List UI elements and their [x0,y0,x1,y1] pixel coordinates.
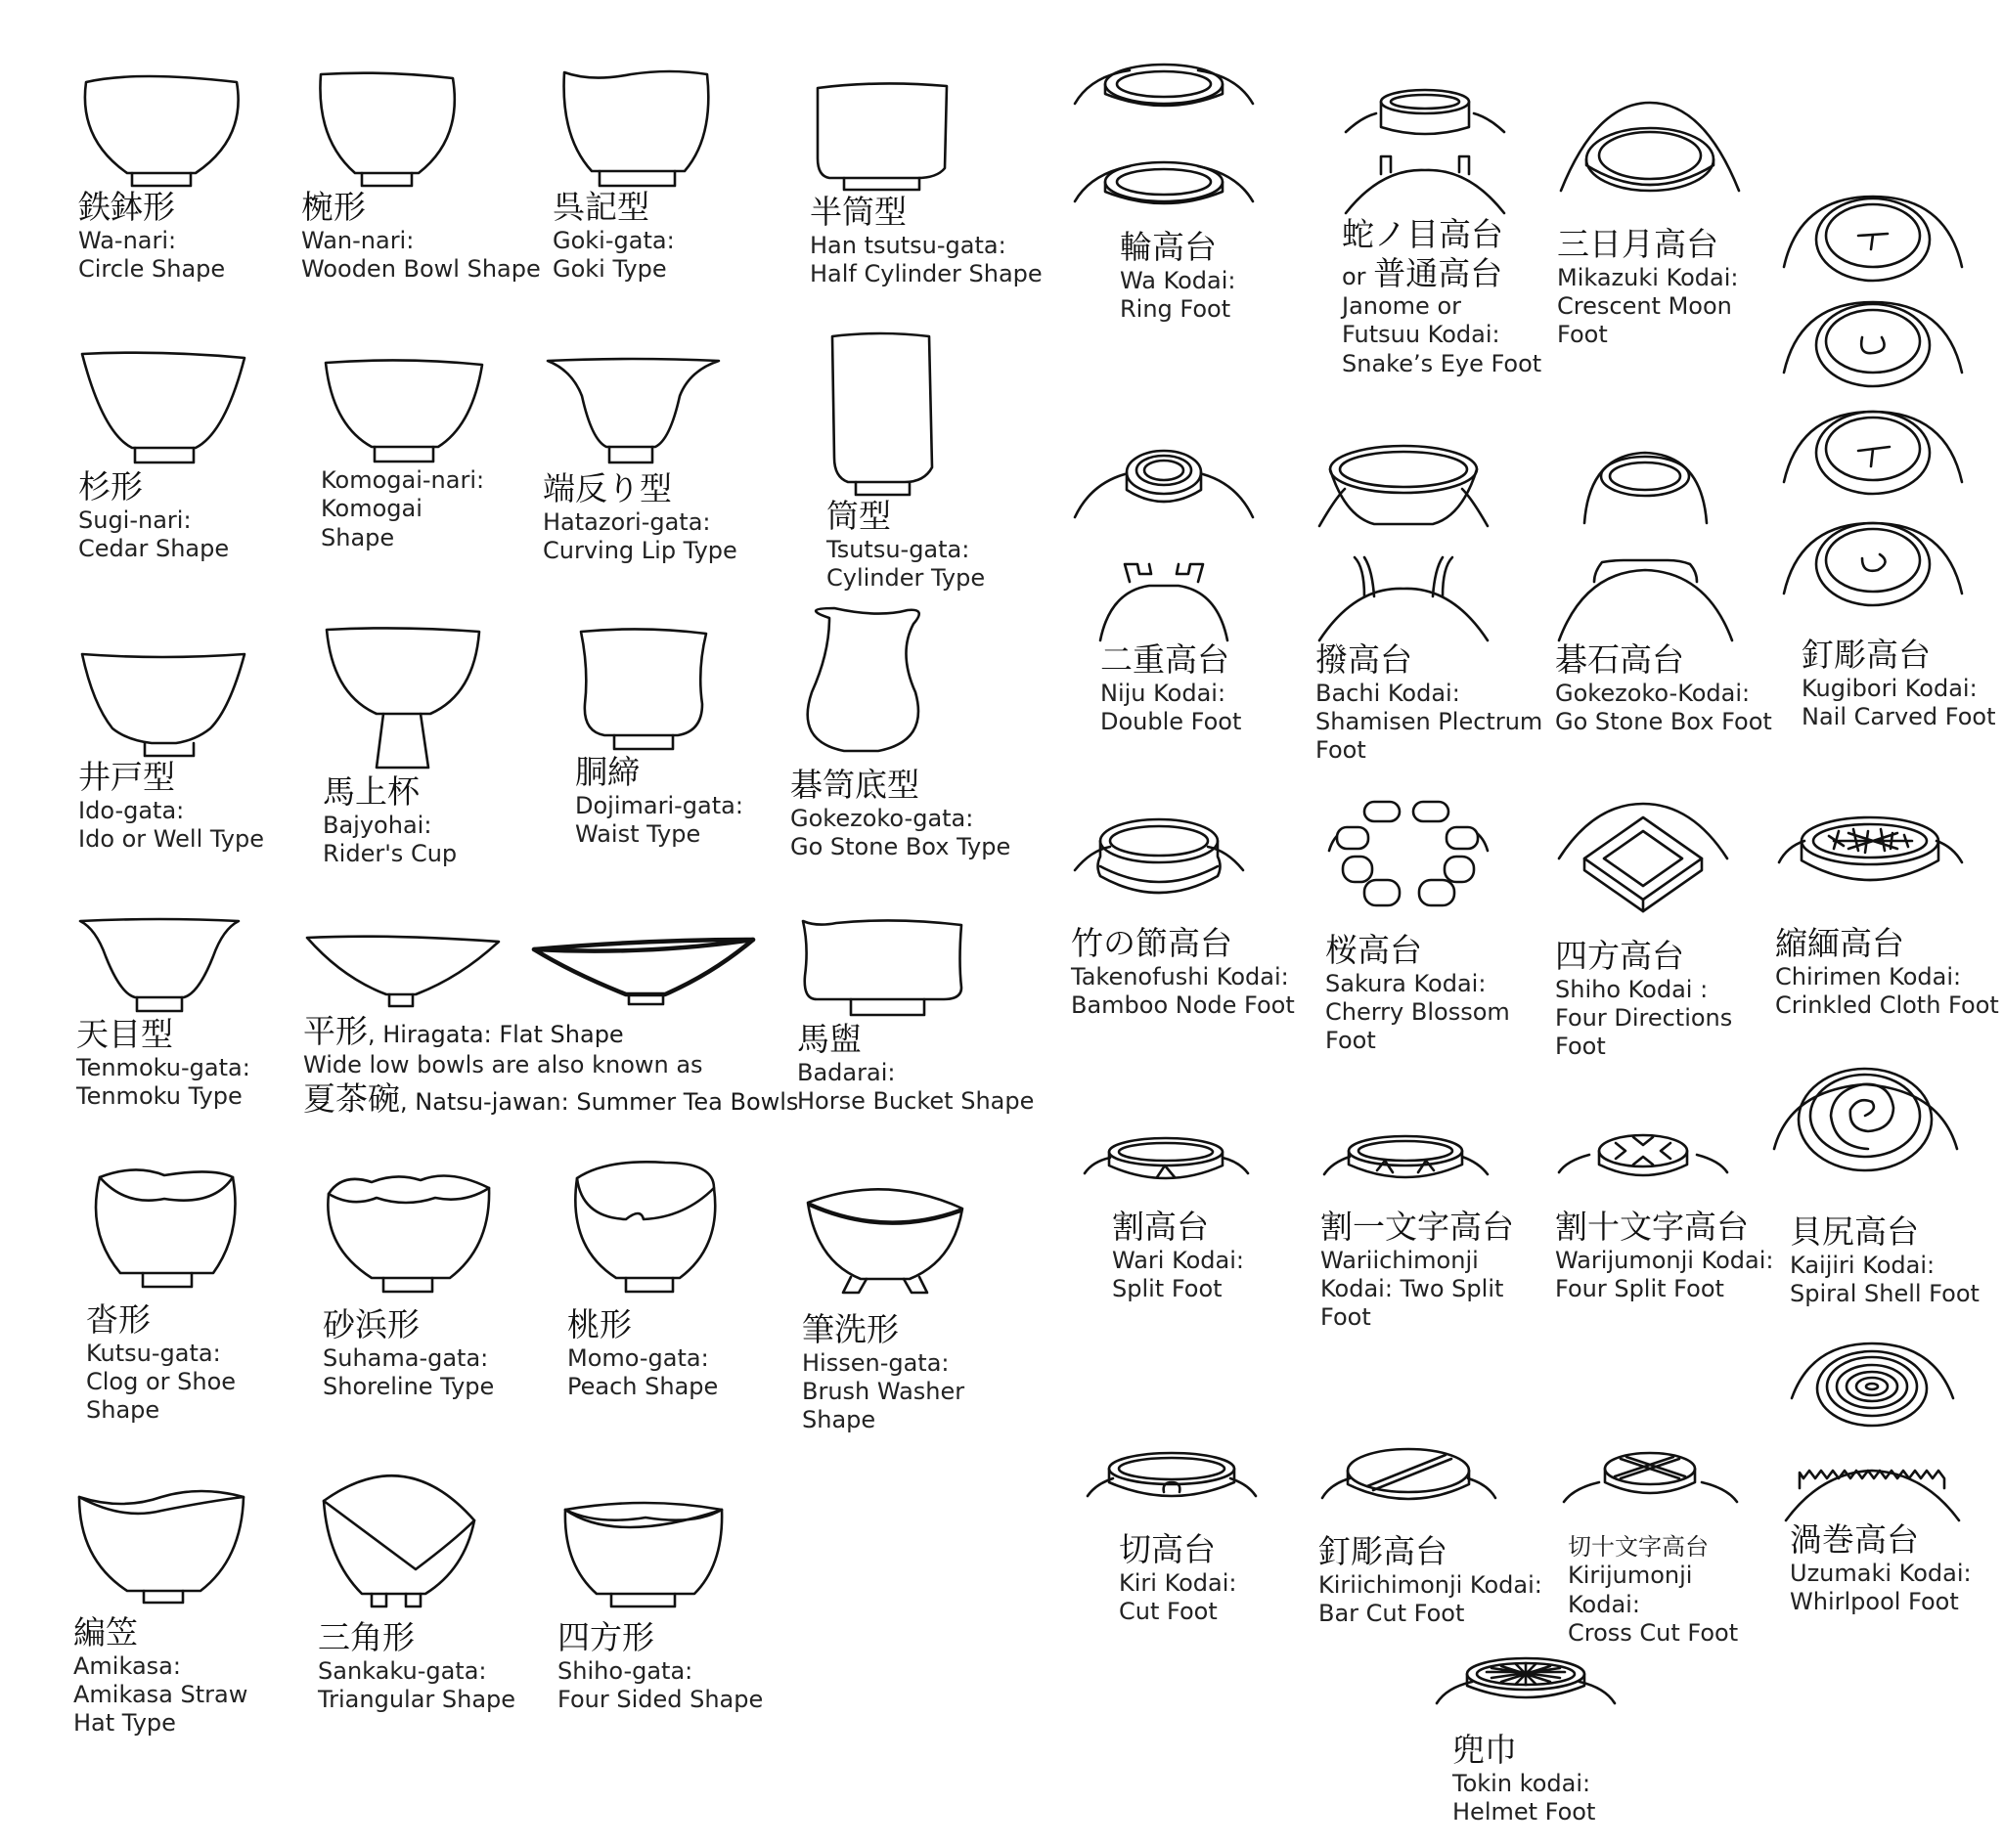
bowl-hatazori-en1: Hatazori-gata: [543,507,711,536]
foot-uzumaki [1782,1340,1972,1616]
bowl-amikasa-en1: Amikasa: [73,1651,181,1680]
foot-kiriichi-en1: Kiriichimonji Kodai: [1318,1570,1542,1599]
foot-takenofushi-en1: Takenofushi Kodai: [1071,962,1289,990]
bowl-wannari-en1: Wan-nari: [301,226,415,254]
bowl-dojimari-en2: Waist Type [575,819,701,848]
foot-shiho-jp: 四方高台 [1555,937,1684,975]
bowl-wannari-en2: Wooden Bowl Shape [301,254,541,283]
bowl-wanari-en2: Circle Shape [78,254,226,283]
bowl-wanari [78,70,245,284]
bowl-bajyohai [323,626,484,868]
bowl-hissen-drawing [802,1183,968,1310]
bowl-shiho-drawing [557,1496,729,1618]
bowl-amikasa-en3: Hat Type [73,1709,176,1738]
bowl-momo-en2: Peach Shape [567,1372,719,1400]
foot-shiho-en1: Shiho Kodai : [1555,975,1709,1003]
foot-kirijumonji-en2: Kodai: [1568,1590,1640,1618]
bowl-hantsutsu-en2: Half Cylinder Shape [810,259,1043,287]
bowl-sugi-en2: Cedar Shape [78,534,230,562]
bowl-komogai-en2: Komogai [321,495,423,523]
bowl-kutsu-en2: Clog or Shoe [86,1367,237,1395]
foot-wariichi-jp: 割一文字高台 [1320,1208,1514,1246]
bowl-amikasa-drawing [73,1481,249,1613]
foot-mikazuki-drawing [1557,93,1743,225]
foot-bachi-en2: Shamisen Plectrum [1315,707,1543,735]
foot-sakura [1325,794,1510,1055]
bowl-tenmoku-jp: 天目型 [76,1015,173,1053]
bowl-goki-drawing [553,68,719,188]
foot-tokin-en2: Helmet Foot [1452,1797,1596,1826]
bowl-hiragata [303,934,798,1118]
foot-kaijiri-en2: Spiral Shell Foot [1790,1279,1980,1307]
foot-kirijumonji-drawing [1560,1445,1741,1533]
bowl-tsutsu-en1: Tsutsu-gata: [826,535,970,563]
bowl-ido-drawing [78,650,249,758]
bowl-gokezoko [790,604,1010,861]
bowl-bajyohai-en1: Bajyohai: [323,811,432,839]
bowl-wanari-jp: 鉄鉢形 [78,188,175,226]
foot-tokin [1433,1652,1619,1826]
foot-kirijumonji [1560,1445,1741,1648]
foot-kugibori-jp: 釘彫高台 [1802,636,1931,674]
bowl-tenmoku-en1: Tenmoku-gata: [76,1053,250,1081]
bowl-goki-en1: Goki-gata: [553,226,675,254]
foot-chirimen-en1: Chirimen Kodai: [1775,962,1962,990]
foot-kugibori [1780,191,1996,731]
foot-niju-jp: 二重高台 [1100,640,1229,679]
foot-wa-en2: Ring Foot [1120,294,1231,323]
foot-warijumonji-jp: 割十文字高台 [1555,1208,1749,1246]
foot-kiri-drawing [1084,1447,1260,1530]
bowl-sankaku-drawing [318,1462,484,1618]
foot-kiri-en2: Cut Foot [1119,1597,1218,1625]
foot-wariichi-en1: Wariichimonji [1320,1246,1479,1274]
bowl-ido-en1: Ido-gata: [78,796,185,824]
foot-warijumonji-drawing [1555,1129,1731,1208]
bowl-hatazori [543,357,737,565]
bowl-sugi [78,350,249,563]
foot-janome-jp2: 普通高台 [1373,253,1503,292]
bowl-momo-drawing [567,1159,724,1305]
bowl-tenmoku-en2: Tenmoku Type [76,1081,243,1110]
bowl-badarai [797,917,1034,1116]
foot-kaijiri [1770,1061,1980,1308]
foot-chirimen-en2: Crinkled Cloth Foot [1775,990,1999,1019]
bowl-momo-jp: 桃形 [567,1305,632,1343]
foot-janome-en2: Futsuu Kodai: [1342,321,1500,349]
bowl-hantsutsu-en1: Han tsutsu-gata: [810,231,1006,259]
bowl-tenmoku [76,917,250,1111]
foot-mikazuki-en1: Mikazuki Kodai: [1557,263,1739,291]
foot-kiri-jp: 切高台 [1119,1530,1216,1568]
bowl-hiragata-jp: 平形 [303,1012,368,1050]
bowl-shiho-en1: Shiho-gata: [557,1656,693,1685]
foot-shiho-drawing [1555,800,1731,937]
bowl-kutsu-jp: 沓形 [86,1300,151,1339]
foot-bachi [1315,440,1542,765]
bowl-goki-en2: Goki Type [553,254,667,283]
foot-wa [1071,57,1257,324]
bowl-goki-jp: 呉記型 [553,188,649,226]
foot-niju-en2: Double Foot [1100,707,1242,735]
foot-kugibori-drawing [1780,191,1966,636]
bowl-sugi-jp: 杉形 [78,467,143,506]
foot-wari-jp: 割高台 [1112,1208,1209,1246]
bowl-kutsu [86,1164,243,1425]
bowl-sankaku-en1: Sankaku-gata: [318,1656,487,1685]
bowl-gokezoko-en1: Gokezoko-gata: [790,804,974,832]
foot-chirimen [1775,812,1999,1020]
bowl-wannari-drawing [301,70,467,188]
foot-uzumaki-en1: Uzumaki Kodai: [1790,1559,1972,1587]
bowl-komogai-drawing [321,357,487,466]
bowl-bajyohai-jp: 馬上杯 [323,772,420,811]
bowl-wannari-jp: 椀形 [301,188,366,226]
foot-kiriichi [1318,1439,1542,1628]
bowl-hatazori-drawing [543,357,724,469]
bowl-ido-en2: Ido or Well Type [78,824,264,853]
foot-janome-drawing [1342,88,1508,215]
foot-sakura-en3: Foot [1325,1027,1376,1055]
bowl-dojimari-en1: Dojimari-gata: [575,791,743,819]
bowl-amikasa [73,1481,249,1738]
bowl-kutsu-drawing [86,1164,243,1300]
foot-kugibori-en2: Nail Carved Foot [1802,702,1996,730]
bowl-hissen [802,1183,968,1434]
bowl-hiragata-inline: , Hiragata: Flat Shape [368,1021,624,1048]
foot-janome-en3: Snake’s Eye Foot [1342,349,1542,377]
foot-uzumaki-en2: Whirlpool Foot [1790,1587,1959,1615]
bowl-bajyohai-en2: Rider's Cup [323,839,458,867]
bowl-suhama-en2: Shoreline Type [323,1372,495,1400]
bowl-goki [553,68,719,284]
foot-wari-en1: Wari Kodai: [1112,1246,1244,1274]
foot-gokezoko-en1: Gokezoko-Kodai: [1555,679,1751,707]
bowl-tenmoku-drawing [76,917,243,1015]
foot-kaijiri-drawing [1770,1061,1961,1212]
bowl-suhama-drawing [323,1168,494,1305]
foot-gokezoko-en2: Go Stone Box Foot [1555,707,1772,735]
foot-warijumonji-en2: Four Split Foot [1555,1274,1724,1302]
foot-kirijumonji-en3: Cross Cut Foot [1568,1618,1739,1647]
bowl-sugi-en1: Sugi-nari: [78,506,192,534]
bowl-ido-jp: 井戸型 [78,758,175,796]
foot-sakura-jp: 桜高台 [1325,931,1422,969]
bowl-sankaku-en2: Triangular Shape [318,1685,516,1713]
bowl-hissen-en1: Hissen-gata: [802,1348,950,1377]
bowl-shiho [557,1496,763,1714]
foot-wariichi-en3: Foot [1320,1303,1371,1332]
bowl-wannari [301,70,541,284]
foot-mikazuki-jp: 三日月高台 [1557,225,1718,263]
foot-niju-en1: Niju Kodai: [1100,679,1226,707]
foot-takenofushi-jp: 竹の節高台 [1071,924,1232,962]
foot-gokezoko-drawing [1555,445,1736,640]
bowl-gokezoko-jp: 碁笥底型 [790,766,919,804]
bowl-tsutsu-en2: Cylinder Type [826,563,986,592]
bowl-hissen-en2: Brush Washer [802,1377,965,1405]
foot-chirimen-drawing [1775,812,1966,924]
foot-wa-drawing [1071,57,1257,228]
bowl-tsutsu [826,330,985,593]
bowl-wanari-en1: Wa-nari: [78,226,177,254]
foot-warijumonji [1555,1129,1773,1303]
foot-bachi-drawing [1315,440,1491,640]
bowl-momo [567,1159,724,1401]
bowl-hantsutsu-jp: 半筒型 [810,193,907,231]
foot-uzumaki-drawing [1782,1340,1963,1520]
foot-bachi-jp: 撥高台 [1315,640,1412,679]
bowl-kutsu-en3: Shape [86,1396,160,1425]
bowl-badarai-en2: Horse Bucket Shape [797,1086,1035,1115]
foot-takenofushi-en2: Bamboo Node Foot [1071,990,1295,1019]
foot-mikazuki-en3: Foot [1557,321,1608,349]
bowl-shiho-en2: Four Sided Shape [557,1685,764,1713]
foot-shiho-en2: Four Directions [1555,1003,1733,1032]
foot-sakura-en2: Cherry Blossom [1325,997,1510,1026]
bowl-suhama-jp: 砂浜形 [323,1305,420,1343]
bowl-hiragata-drawing [303,934,782,1012]
foot-uzumaki-jp: 渦巻高台 [1790,1520,1919,1559]
bowl-komogai-en1: Komogai-nari: [321,466,485,494]
bowl-suhama [323,1168,494,1401]
foot-bachi-en1: Bachi Kodai: [1315,679,1460,707]
bowl-hiragata-jp2: 夏茶碗 [303,1078,400,1118]
foot-bachi-en3: Foot [1315,736,1366,765]
bowl-sankaku-jp: 三角形 [318,1618,415,1656]
foot-takenofushi-drawing [1071,812,1247,924]
bowl-gokezoko-drawing [790,604,937,766]
bowl-amikasa-en2: Amikasa Straw [73,1680,248,1708]
foot-mikazuki-en2: Crescent Moon [1557,291,1732,320]
foot-tokin-drawing [1433,1652,1619,1731]
bowl-hantsutsu-drawing [810,80,957,193]
foot-janome-or: or [1342,262,1374,290]
bowl-gokezoko-en2: Go Stone Box Type [790,832,1011,860]
bowl-kutsu-en1: Kutsu-gata: [86,1339,221,1367]
foot-kaijiri-jp: 貝尻高台 [1790,1212,1919,1251]
foot-takenofushi [1071,812,1295,1020]
foot-shiho [1555,800,1732,1061]
foot-wari-en2: Split Foot [1112,1274,1223,1302]
bowl-ido [78,650,264,854]
foot-kiriichi-jp: 釘彫高台 [1318,1532,1447,1570]
foot-gokezoko [1555,445,1772,736]
bowl-suhama-en1: Suhama-gata: [323,1343,489,1372]
foot-janome [1342,88,1541,378]
bowl-komogai [321,357,487,552]
foot-kirijumonji-en1: Kirijumonji [1568,1562,1693,1590]
bowl-hatazori-en2: Curving Lip Type [543,536,737,564]
foot-mikazuki [1557,93,1743,349]
bowl-badarai-en1: Badarai: [797,1058,896,1086]
bowl-wanari-drawing [78,70,245,188]
bowl-dojimari-jp: 胴締 [575,753,640,791]
bowl-hissen-en3: Shape [802,1406,876,1434]
foot-shiho-en3: Foot [1555,1033,1606,1061]
foot-warijumonji-en1: Warijumonji Kodai: [1555,1246,1774,1274]
foot-kiri [1084,1447,1260,1626]
foot-kugibori-en1: Kugibori Kodai: [1802,674,1978,702]
foot-janome-jp: 蛇ノ目高台 [1342,215,1503,253]
bowl-hantsutsu [810,80,1043,288]
bowl-shiho-jp: 四方形 [557,1618,654,1656]
bowl-dojimari [575,626,743,849]
foot-wariichi-drawing [1320,1129,1491,1208]
bowl-komogai-en3: Shape [321,523,395,551]
bowl-sankaku [318,1462,515,1714]
foot-tokin-jp: 兜巾 [1452,1731,1517,1769]
foot-kaijiri-en1: Kaijiri Kodai: [1790,1251,1936,1279]
foot-sakura-en1: Sakura Kodai: [1325,969,1487,997]
bowl-badarai-jp: 馬盥 [797,1020,862,1058]
bowl-hissen-jp: 筆洗形 [802,1310,899,1348]
foot-janome-en1: Janome or [1342,292,1462,321]
bowl-amikasa-jp: 編笠 [73,1613,138,1651]
bowl-hiragata-en2: Wide low bowls are also known as [303,1050,703,1078]
foot-kiriichi-en2: Bar Cut Foot [1318,1599,1465,1627]
foot-sakura-drawing [1325,794,1491,931]
foot-wari-drawing [1081,1134,1252,1208]
foot-kiri-en1: Kiri Kodai: [1119,1568,1237,1597]
foot-chirimen-jp: 縮緬高台 [1775,924,1904,962]
foot-niju-drawing [1071,445,1257,640]
bowl-hatazori-jp: 端反り型 [543,469,672,507]
bowl-bajyohai-drawing [323,626,484,772]
bowl-tsutsu-drawing [826,330,939,497]
bowl-badarai-drawing [797,917,968,1020]
foot-niju [1071,445,1257,736]
foot-wa-jp: 輪高台 [1120,228,1217,266]
foot-kirijumonji-jp: 切十文字高台 [1568,1533,1709,1561]
foot-tokin-en1: Tokin kodai: [1452,1769,1591,1797]
foot-kiriichi-drawing [1318,1439,1499,1532]
foot-gokezoko-jp: 碁石高台 [1555,640,1684,679]
bowl-hiragata-inline2: , Natsu-jawan: Summer Tea Bowls [400,1087,799,1116]
foot-wa-en1: Wa Kodai: [1120,266,1236,294]
foot-wariichi [1320,1129,1514,1332]
foot-wari [1081,1134,1252,1303]
foot-wariichi-en2: Kodai: Two Split [1320,1274,1504,1302]
bowl-momo-en1: Momo-gata: [567,1343,709,1372]
bowl-tsutsu-jp: 筒型 [826,497,891,535]
bowl-dojimari-drawing [575,626,712,753]
bowl-sugi-drawing [78,350,249,467]
